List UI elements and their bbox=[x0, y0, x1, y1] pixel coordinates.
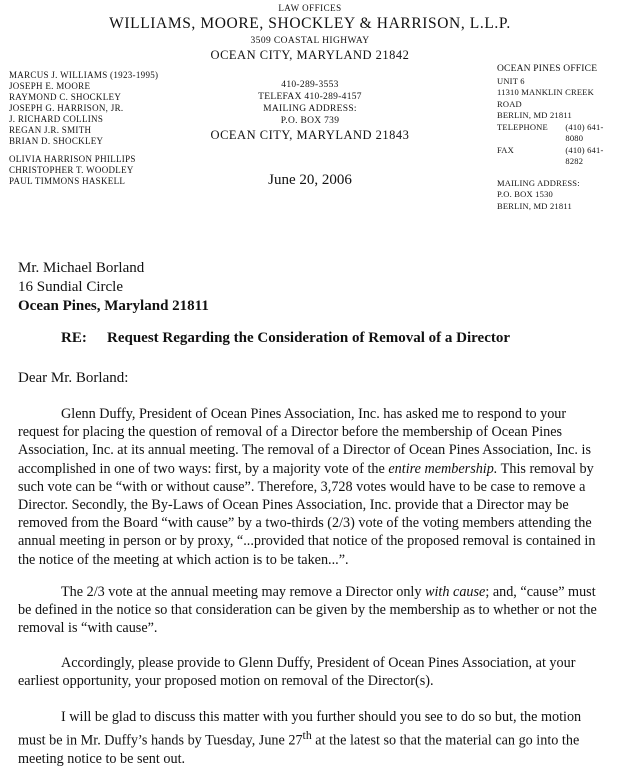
office-mailing-label: MAILING ADDRESS: bbox=[497, 177, 580, 188]
office-title: OCEAN PINES OFFICE bbox=[497, 64, 598, 74]
partner-name: BRIAN D. SHOCKLEY bbox=[9, 136, 104, 146]
associate-name: OLIVIA HARRISON PHILLIPS bbox=[9, 154, 136, 164]
office-telephone bbox=[497, 122, 620, 145]
emphasis-text: entire membership. bbox=[388, 460, 498, 477]
paragraph-text: ; and, “cause” must be defined in the notice so that consideration can be given by the membership as to whether or not the removal is “with cause”. bbox=[18, 584, 597, 637]
paragraph-text: The 2/3 vote at the annual meeting may remove a Director only bbox=[61, 584, 426, 600]
letterhead bbox=[0, 3, 620, 63]
office-street: 11310 MANKLIN CREEK ROAD bbox=[497, 87, 594, 109]
firm-mailing-city: OCEAN CITY, MARYLAND 21843 bbox=[210, 128, 410, 142]
office-telephone-value: (410) 641-8080 bbox=[565, 121, 604, 143]
ordinal-suffix: th bbox=[302, 728, 312, 743]
subject-label: RE: bbox=[61, 330, 87, 346]
associate-name: PAUL TIMMONS HASKELL bbox=[9, 176, 126, 186]
recipient-name: Mr. Michael Borland bbox=[18, 260, 145, 276]
emphasis-text: with cause bbox=[425, 584, 486, 600]
firm-name: WILLIAMS, MOORE, SHOCKLEY & HARRISON, L.L.P. bbox=[109, 15, 511, 32]
office-fax bbox=[497, 145, 620, 168]
office-po-box: P.O. BOX 1530 bbox=[497, 189, 553, 199]
firm-phone: 410-289-3553 bbox=[281, 80, 339, 90]
body-paragraph-3: Accordingly, please provide to Glenn Duffy, President of Ocean Pines Association, at your earliest opportunity, your proposed motion on removal of the Director(s). bbox=[18, 655, 576, 690]
associate-name: CHRISTOPHER T. WOODLEY bbox=[9, 165, 134, 175]
office-mailing-city: BERLIN, MD 21811 bbox=[497, 200, 572, 211]
paragraph-text: I will be glad to discuss this matter with you further should you see to do so but, the motion must be in Mr. Duffy’s hands by Tuesday, June 27 bbox=[18, 709, 582, 749]
salutation: Dear Mr. Borland: bbox=[18, 370, 129, 386]
firm-city: OCEAN CITY, MARYLAND 21842 bbox=[210, 48, 410, 62]
subject-text: Request Regarding the Consideration of Removal of a Director bbox=[107, 330, 511, 346]
firm-mailing-label: MAILING ADDRESS: bbox=[263, 104, 357, 114]
body-paragraph-4 bbox=[18, 708, 610, 768]
office-telephone-label: TELEPHONE bbox=[497, 121, 548, 132]
partner-name: J. RICHARD COLLINS bbox=[9, 114, 104, 124]
paragraph-text: Glenn Duffy, President of Ocean Pines Association, Inc. has asked me to respond to your request for placing the question of removal of a Director before the membership of Ocean Pines Association, Inc. at its annual meeting. The removal of a Director of Ocean Pines Association, Inc. is accomplished in one of two ways: first, by a majority vote of the bbox=[18, 406, 591, 477]
partner-name: MARCUS J. WILLIAMS (1923-1995) bbox=[9, 70, 159, 80]
recipient-city: Ocean Pines, Maryland 21811 bbox=[18, 298, 209, 314]
firm-telefax: TELEFAX 410-289-4157 bbox=[258, 92, 362, 102]
partner-name: JOSEPH G. HARRISON, JR. bbox=[9, 103, 124, 113]
partner-name: REGAN J.R. SMITH bbox=[9, 125, 92, 135]
partners-list bbox=[9, 70, 158, 187]
paragraph-text: at the latest so that the material can go into the meeting notice to be sent out. bbox=[18, 732, 580, 768]
office-city: BERLIN, MD 21811 bbox=[497, 110, 572, 120]
letter-date: June 20, 2006 bbox=[268, 172, 352, 188]
ocean-pines-office bbox=[497, 64, 620, 212]
recipient-address bbox=[18, 259, 209, 316]
firm-po-box: P.O. BOX 739 bbox=[280, 116, 340, 126]
recipient-street: 16 Sundial Circle bbox=[18, 279, 123, 295]
body-paragraph-2 bbox=[18, 583, 610, 638]
partner-name: RAYMOND C. SHOCKLEY bbox=[9, 92, 122, 102]
office-fax-label: FAX bbox=[497, 144, 514, 155]
office-fax-value: (410) 641-8282 bbox=[565, 144, 604, 166]
law-offices-label: LAW OFFICES bbox=[278, 3, 342, 13]
body-paragraph-1 bbox=[18, 405, 610, 569]
subject-line bbox=[61, 330, 510, 347]
paragraph-text: This removal by such vote can be “with or without cause”. Therefore, 3,728 votes would have to be case to remove a Director. Secondly, the By-Laws of Ocean Pines Association, Inc. provide that a Director may be removed from the Board “with cause” by a two-thirds (2/3) vote of the voting members attending the annual meeting in person or by proxy, “...provided that notice of the proposed removal is contained in the notice of the meeting at which action is to be taken...”. bbox=[18, 460, 596, 568]
partner-name: JOSEPH E. MOORE bbox=[9, 81, 91, 91]
firm-street: 3509 COASTAL HIGHWAY bbox=[250, 36, 370, 46]
office-unit: UNIT 6 bbox=[497, 75, 525, 86]
